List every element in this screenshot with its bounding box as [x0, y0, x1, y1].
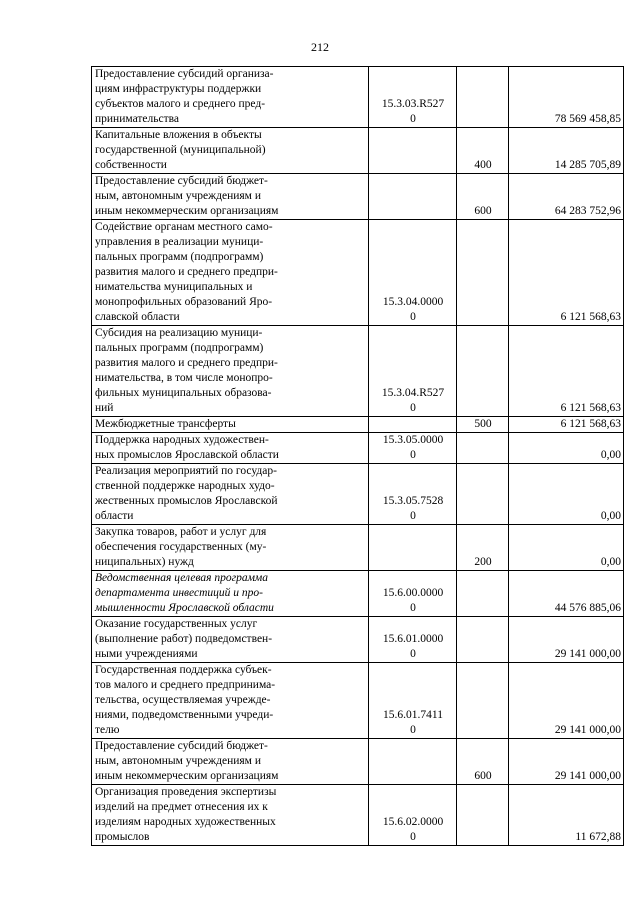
page-number: 212 — [311, 40, 329, 54]
row-expense-type-cell: 400 — [457, 128, 509, 174]
row-target-code-cell — [369, 128, 457, 174]
table-row — [92, 464, 624, 525]
row-name-cell: Содействие органам местного само- управления в реализации муници- пальных программ (подпрограмм) развития малого и среднего предпри- нимательства муниципальных и монопрофильных образований Яро- славской области — [92, 220, 369, 326]
row-name-cell: Межбюджетные трансферты — [92, 417, 369, 433]
row-amount-cell: 29 141 000,00 — [509, 739, 624, 785]
row-expense-type-cell: 600 — [457, 739, 509, 785]
row-name-cell: Реализация мероприятий по государ- ственной поддержке народных худо- жественных промыслов Ярославской области — [92, 464, 369, 525]
row-name-cell: Поддержка народных художествен- ных промыслов Ярославской области — [92, 433, 369, 464]
table-row — [92, 785, 624, 846]
table-row — [92, 174, 624, 220]
row-target-code-cell: 15.6.00.0000 0 — [369, 571, 457, 617]
table-row — [92, 617, 624, 663]
row-expense-type-cell — [457, 433, 509, 464]
row-target-code-cell: 15.3.03.R527 0 — [369, 67, 457, 128]
table-row — [92, 220, 624, 326]
row-name-cell: Организация проведения экспертизы изделий на предмет отнесения их к изделиям народных художественных промыслов — [92, 785, 369, 846]
row-amount-cell: 0,00 — [509, 525, 624, 571]
row-target-code-cell: 15.3.04.0000 0 — [369, 220, 457, 326]
table-row — [92, 739, 624, 785]
row-name-cell: Предоставление субсидий бюджет- ным, автономным учреждениям и иным некоммерческим организациям — [92, 174, 369, 220]
row-name-cell: Ведомственная целевая программа департамента инвестиций и про- мышленности Ярославской области — [92, 571, 369, 617]
table-row — [92, 525, 624, 571]
row-target-code-cell: 15.3.04.R527 0 — [369, 326, 457, 417]
row-amount-cell: 6 121 568,63 — [509, 417, 624, 433]
row-name-cell: Государственная поддержка субъек- тов малого и среднего предпринима- тельства, осуществляемая учрежде- ниями, подведомственными учреди- телю — [92, 663, 369, 739]
row-amount-cell: 0,00 — [509, 433, 624, 464]
row-amount-cell: 11 672,88 — [509, 785, 624, 846]
table-row — [92, 663, 624, 739]
row-expense-type-cell — [457, 326, 509, 417]
row-target-code-cell — [369, 739, 457, 785]
row-target-code-cell: 15.6.02.0000 0 — [369, 785, 457, 846]
row-expense-type-cell — [457, 571, 509, 617]
row-name-cell: Оказание государственных услуг (выполнение работ) подведомствен- ными учреждениями — [92, 617, 369, 663]
row-target-code-cell: 15.6.01.7411 0 — [369, 663, 457, 739]
row-name-cell: Субсидия на реализацию муници- пальных программ (подпрограмм) развития малого и среднего предпри- нимательства, в том числе монопро- фильных муниципальных образова- ний — [92, 326, 369, 417]
row-name-cell: Закупка товаров, работ и услуг для обеспечения государственных (му- ниципальных) нужд — [92, 525, 369, 571]
row-target-code-cell — [369, 174, 457, 220]
row-expense-type-cell — [457, 785, 509, 846]
table-row — [92, 67, 624, 128]
row-target-code-cell: 15.3.05.7528 0 — [369, 464, 457, 525]
row-expense-type-cell — [457, 220, 509, 326]
row-expense-type-cell: 500 — [457, 417, 509, 433]
row-name-cell: Капитальные вложения в объекты государственной (муниципальной) собственности — [92, 128, 369, 174]
budget-table-body — [92, 67, 624, 846]
row-target-code-cell — [369, 417, 457, 433]
row-expense-type-cell: 200 — [457, 525, 509, 571]
row-amount-cell: 29 141 000,00 — [509, 617, 624, 663]
row-target-code-cell: 15.3.05.0000 0 — [369, 433, 457, 464]
row-expense-type-cell — [457, 663, 509, 739]
row-expense-type-cell: 600 — [457, 174, 509, 220]
row-name-cell: Предоставление субсидий бюджет- ным, автономным учреждениям и иным некоммерческим организациям — [92, 739, 369, 785]
row-amount-cell: 14 285 705,89 — [509, 128, 624, 174]
table-row — [92, 571, 624, 617]
row-expense-type-cell — [457, 464, 509, 525]
row-target-code-cell — [369, 525, 457, 571]
budget-table — [91, 66, 624, 846]
row-amount-cell: 64 283 752,96 — [509, 174, 624, 220]
row-amount-cell: 44 576 885,06 — [509, 571, 624, 617]
row-name-cell: Предоставление субсидий организа- циям инфраструктуры поддержки субъектов малого и среднего пред- принимательства — [92, 67, 369, 128]
row-amount-cell: 78 569 458,85 — [509, 67, 624, 128]
row-amount-cell: 29 141 000,00 — [509, 663, 624, 739]
table-row — [92, 326, 624, 417]
table-row — [92, 417, 624, 433]
row-target-code-cell: 15.6.01.0000 0 — [369, 617, 457, 663]
row-amount-cell: 6 121 568,63 — [509, 326, 624, 417]
row-expense-type-cell — [457, 67, 509, 128]
row-amount-cell: 6 121 568,63 — [509, 220, 624, 326]
table-row — [92, 128, 624, 174]
table-row — [92, 433, 624, 464]
row-amount-cell: 0,00 — [509, 464, 624, 525]
row-expense-type-cell — [457, 617, 509, 663]
